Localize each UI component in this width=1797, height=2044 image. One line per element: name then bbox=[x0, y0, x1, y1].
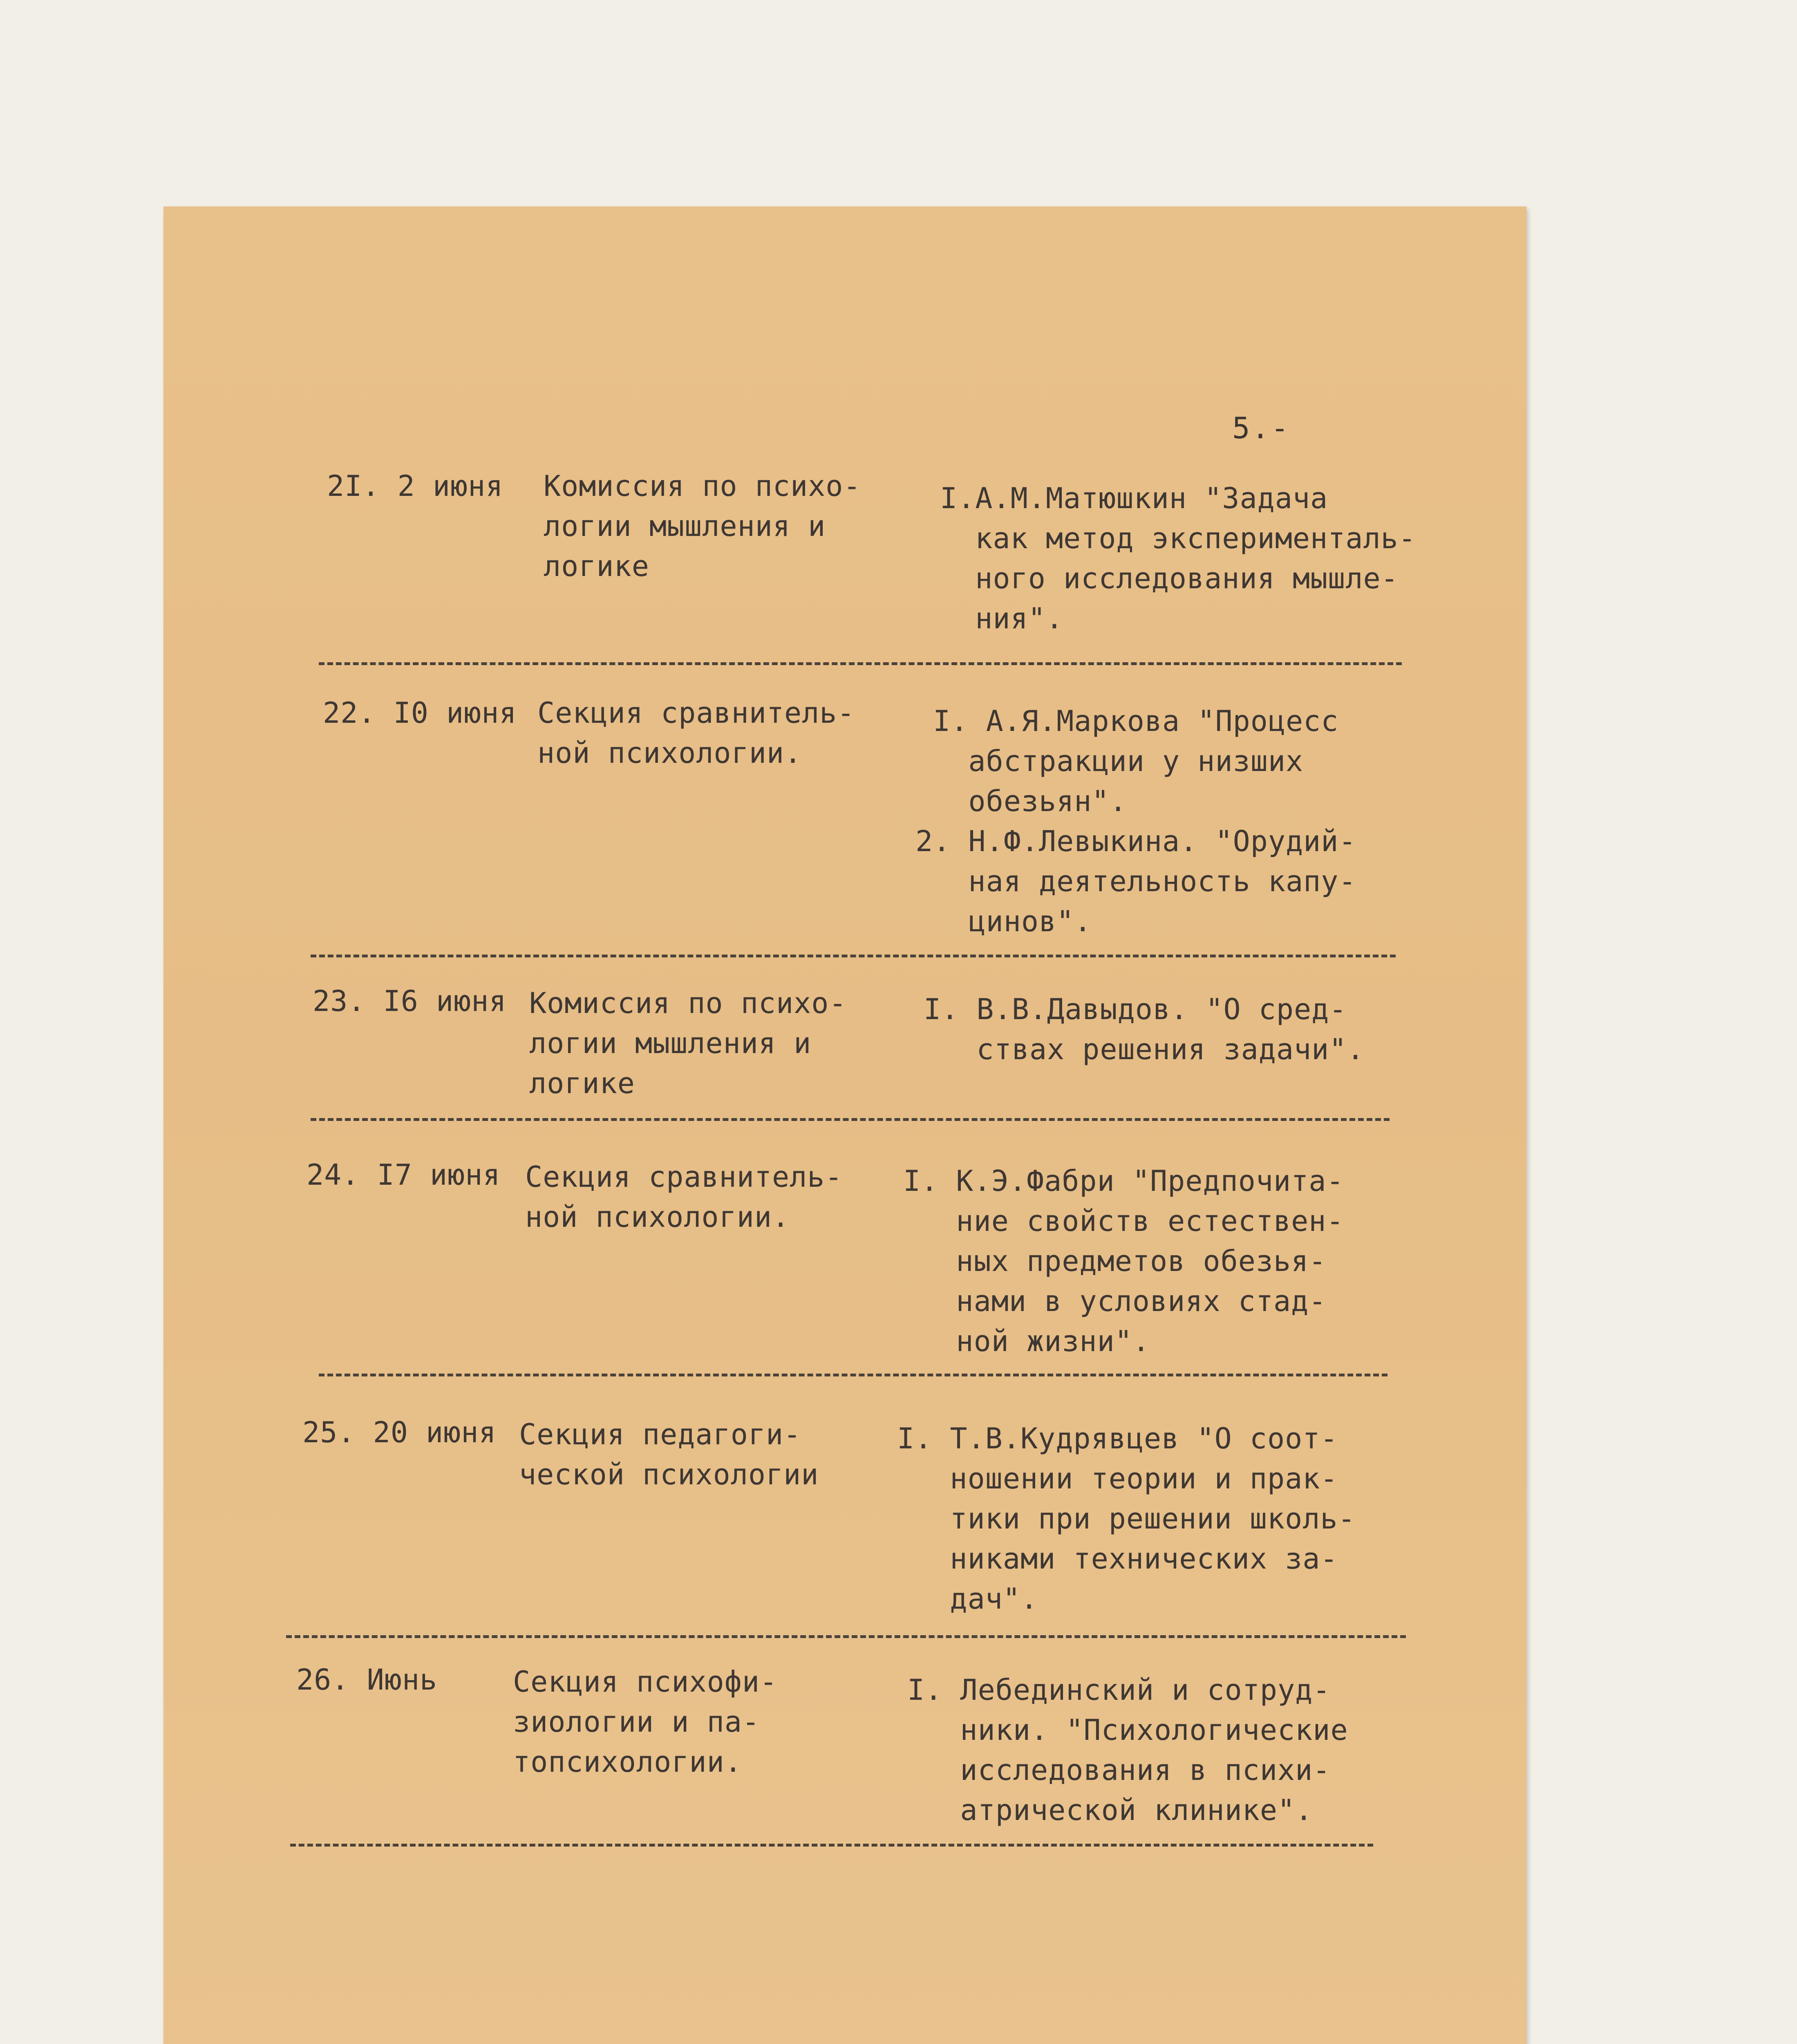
entry-section: Комиссия по психо- логии мышления и логике bbox=[529, 986, 847, 1100]
entry-reports: I. А.Я.Маркова "Процесс абстракции у низших обезьян". 2. Н.Ф.Левыкина. "Орудий- ная деятельность капу- цинов". bbox=[915, 704, 1356, 938]
entry-reports: I. Лебединский и сотруд- ники. "Психологические исследования в психи- атрической клинике". bbox=[907, 1673, 1348, 1827]
entry-section: Секция психофи- зиологии и па- топсихологии. bbox=[513, 1665, 778, 1779]
page-number: 5.- bbox=[1232, 411, 1291, 445]
entry-number-date: 22. I0 июня bbox=[323, 696, 517, 730]
entry-section: Комиссия по психо- логии мышления и логике bbox=[544, 469, 861, 583]
entry-number-date: 25. 20 июня bbox=[302, 1416, 497, 1449]
entry-reports: I.А.М.Матюшкин "Задача как метод эксперименталь- ного исследования мышле- ния". bbox=[940, 482, 1416, 635]
divider bbox=[311, 1118, 1390, 1121]
divider bbox=[319, 662, 1402, 665]
divider bbox=[319, 1374, 1387, 1376]
entry-number-date: 23. I6 июня bbox=[313, 984, 507, 1018]
entry-reports: I. Т.В.Кудрявцев "О соот- ношении теории и прак- тики при решении школь- никами технических за- дач". bbox=[897, 1422, 1356, 1616]
entry-section: Секция сравнитель- ной психологии. bbox=[537, 696, 855, 770]
entry-section: Секция сравнитель- ной психологии. bbox=[525, 1160, 843, 1234]
divider bbox=[286, 1635, 1406, 1638]
divider bbox=[290, 1844, 1373, 1847]
entry-reports: I. В.В.Давыдов. "О сред- ствах решения задачи". bbox=[924, 993, 1365, 1066]
entry-section: Секция педагоги- ческой психологии bbox=[519, 1418, 819, 1491]
entry-number-date: 24. I7 июня bbox=[307, 1158, 501, 1192]
entry-number-date: 2I. 2 июня bbox=[327, 469, 504, 503]
entry-reports: I. К.Э.Фабри "Предпочита- ние свойств естествен- ных предметов обезья- нами в условиях стад- ной жизни". bbox=[903, 1164, 1344, 1358]
divider bbox=[311, 955, 1396, 957]
entry-number-date: 26. Июнь bbox=[296, 1663, 438, 1697]
